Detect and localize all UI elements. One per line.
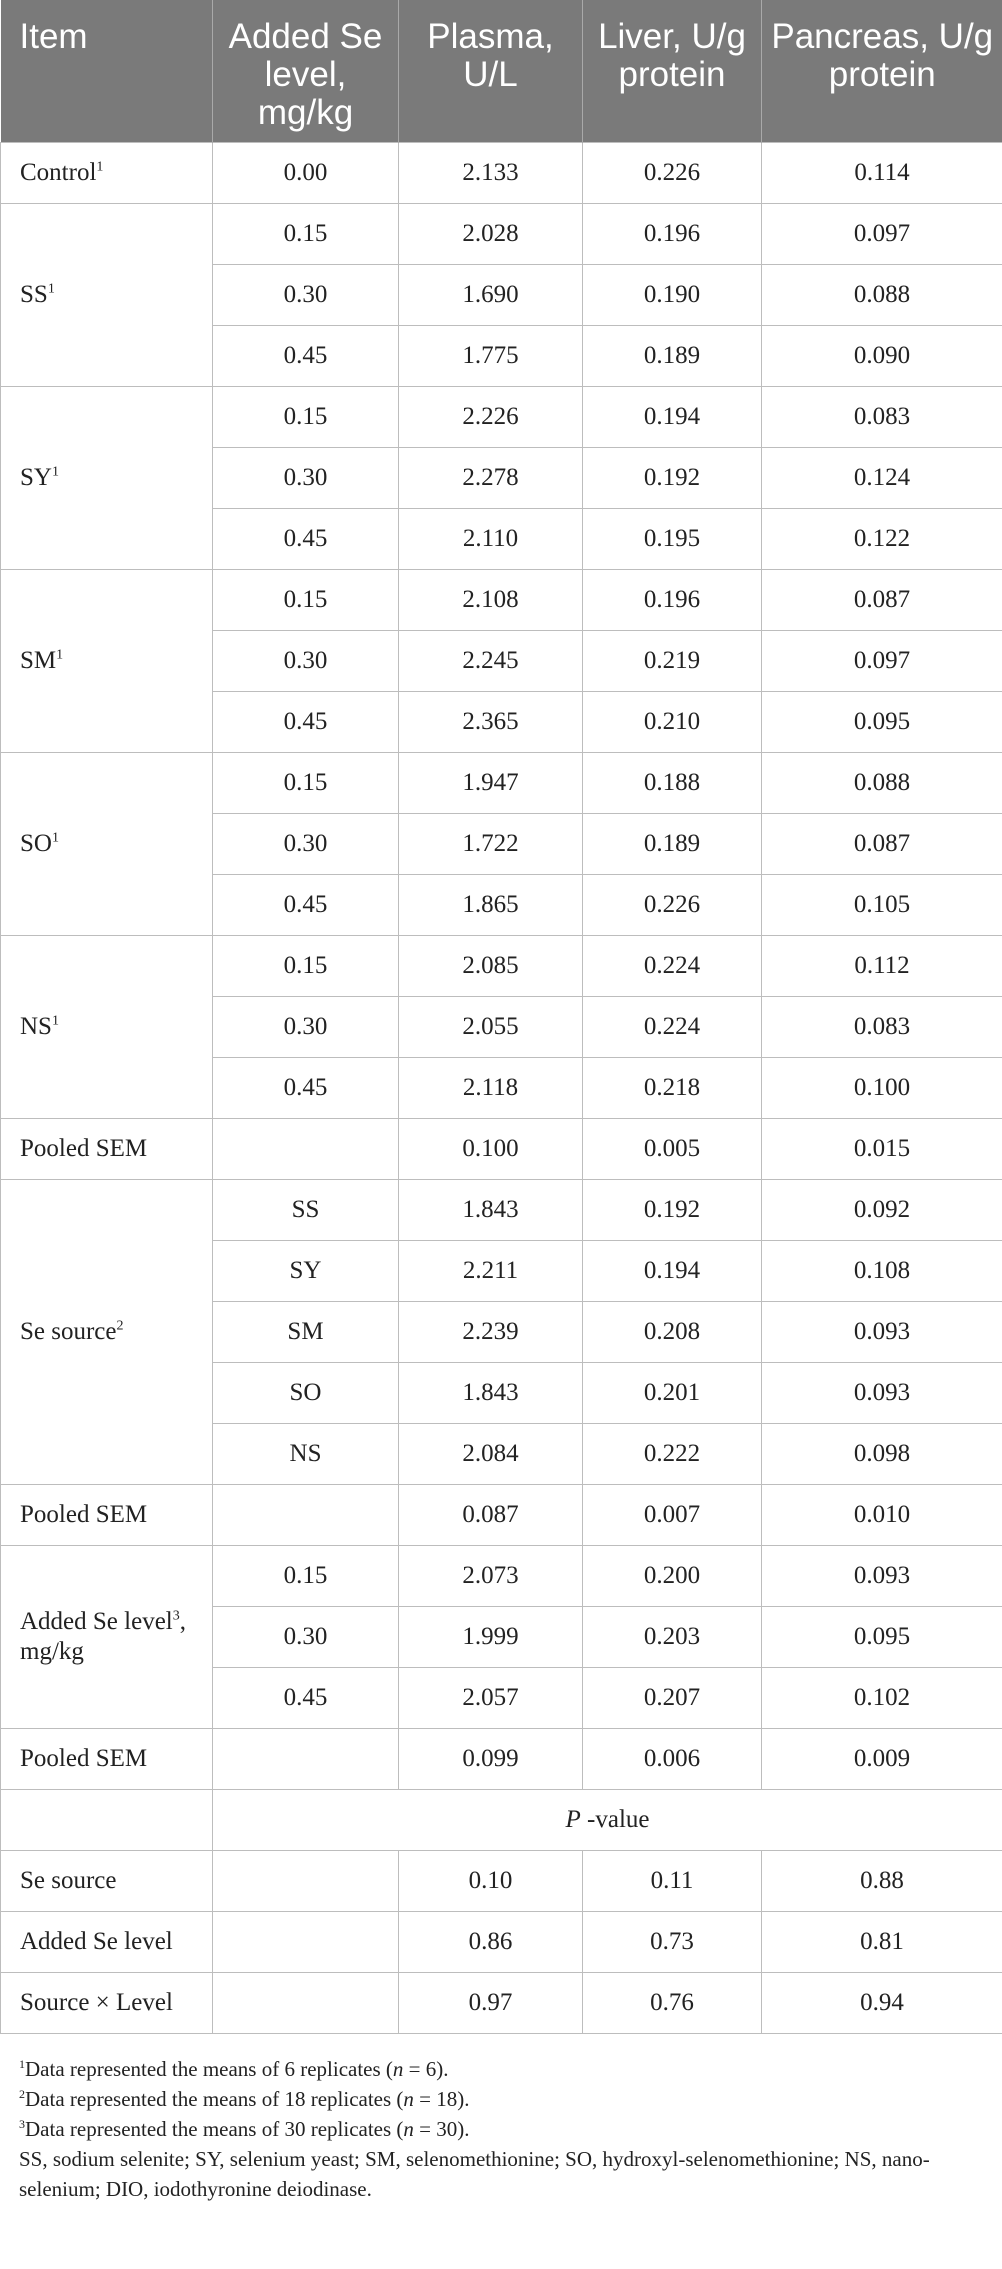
cell-plasma: 2.133 [399,143,583,204]
header-liver: Liver, U/g protein [583,0,762,143]
group-name: SO [20,830,52,857]
cell-pancreas: 0.090 [762,326,1002,387]
cell-liver: 0.196 [583,204,762,265]
footnote-marker: 1 [51,464,59,480]
cell-level: 0.30 [213,631,399,692]
table-row [1,1912,1002,1973]
cell-pancreas: 0.092 [762,1180,1002,1241]
cell-pancreas: 0.088 [762,753,1002,814]
table-header [1,0,1002,143]
cell-pancreas: 0.093 [762,1363,1002,1424]
cell-plasma: 2.108 [399,570,583,631]
row-label: Added Se level [1,1912,213,1973]
cell-plasma: 0.087 [399,1485,583,1546]
cell-liver: 0.005 [583,1119,762,1180]
footnote-marker: 3 [19,2117,25,2131]
empty-cell [1,1790,213,1851]
cell-level [213,1485,399,1546]
cell-plasma: 2.118 [399,1058,583,1119]
cell-level: 0.15 [213,1546,399,1607]
footnote-marker: 3 [172,1608,180,1624]
cell-liver: 0.218 [583,1058,762,1119]
cell-plasma: 2.028 [399,204,583,265]
cell-plasma: 1.722 [399,814,583,875]
footnote [19,2054,989,2084]
table-footnotes [19,2054,989,2204]
cell-pancreas: 0.093 [762,1546,1002,1607]
footnote-marker: 1 [96,159,104,175]
row-label: Pooled SEM [1,1485,213,1546]
row-label [1,387,213,570]
abbreviations-note: SS, sodium selenite; SY, selenium yeast; SM, selenomethionine; SO, hydroxyl-selenomethionine; NS, nano-selenium; DIO, iodothyronine deiodinase. [19,2147,930,2201]
cell-pancreas: 0.097 [762,631,1002,692]
pvalue-header-row [1,1790,1002,1851]
cell-level: 0.45 [213,875,399,936]
cell-plasma: 0.86 [399,1912,583,1973]
cell-liver: 0.11 [583,1851,762,1912]
header-item: Item [1,0,213,143]
footnote-marker: 2 [19,2087,25,2101]
cell-liver: 0.194 [583,387,762,448]
row-label: Se source [1,1851,213,1912]
table-row [1,1546,1002,1607]
cell-plasma: 2.085 [399,936,583,997]
cell-liver: 0.200 [583,1546,762,1607]
cell-plasma: 2.055 [399,997,583,1058]
cell-pancreas: 0.083 [762,997,1002,1058]
table-row [1,387,1002,448]
cell-pancreas: 0.093 [762,1302,1002,1363]
cell-liver: 0.224 [583,936,762,997]
cell-liver: 0.76 [583,1973,762,2034]
cell-liver: 0.007 [583,1485,762,1546]
cell-plasma: 2.057 [399,1668,583,1729]
table-row [1,1973,1002,2034]
cell-liver: 0.201 [583,1363,762,1424]
cell-pancreas: 0.097 [762,204,1002,265]
cell-level [213,1912,399,1973]
footnote-marker: 1 [56,647,64,663]
pvalue-header [213,1790,1002,1851]
cell-pancreas: 0.083 [762,387,1002,448]
table-row [1,936,1002,997]
cell-level: 0.30 [213,814,399,875]
cell-plasma: 1.775 [399,326,583,387]
cell-level: 0.15 [213,570,399,631]
group-name: Control [20,159,97,186]
row-label [1,204,213,387]
cell-plasma: 1.843 [399,1363,583,1424]
cell-plasma: 0.100 [399,1119,583,1180]
footnote-var: n [392,2057,404,2081]
cell-level: 0.45 [213,692,399,753]
footnote-text: = 30). [413,2117,470,2141]
cell-liver: 0.189 [583,326,762,387]
cell-liver: 0.195 [583,509,762,570]
cell-level [213,1729,399,1790]
cell-pancreas: 0.098 [762,1424,1002,1485]
footnote [19,2114,989,2144]
cell-level: 0.45 [213,1668,399,1729]
cell-pancreas: 0.112 [762,936,1002,997]
cell-plasma: 1.690 [399,265,583,326]
cell-liver: 0.192 [583,1180,762,1241]
cell-pancreas: 0.124 [762,448,1002,509]
row-label: Source × Level [1,1973,213,2034]
cell-plasma: 1.865 [399,875,583,936]
header-row [1,0,1002,143]
table-row [1,570,1002,631]
cell-plasma: 2.226 [399,387,583,448]
cell-level: 0.15 [213,204,399,265]
cell-liver: 0.194 [583,1241,762,1302]
row-label: Pooled SEM [1,1119,213,1180]
table-row [1,753,1002,814]
cell-liver: 0.188 [583,753,762,814]
group-name-unit: , mg/kg [20,1608,186,1665]
cell-level: 0.30 [213,997,399,1058]
cell-liver: 0.73 [583,1912,762,1973]
cell-plasma: 1.843 [399,1180,583,1241]
cell-pancreas: 0.102 [762,1668,1002,1729]
cell-plasma: 0.10 [399,1851,583,1912]
cell-liver: 0.222 [583,1424,762,1485]
cell-level: SS [213,1180,399,1241]
cell-plasma: 1.947 [399,753,583,814]
row-label: Pooled SEM [1,1729,213,1790]
cell-pancreas: 0.88 [762,1851,1002,1912]
footnote-marker: 2 [116,1318,124,1334]
header-pancreas: Pancreas, U/g protein [762,0,1002,143]
cell-pancreas: 0.81 [762,1912,1002,1973]
footnote-marker: 1 [19,2057,25,2071]
cell-plasma: 2.245 [399,631,583,692]
footnote-text: Data represented the means of 6 replicates ( [25,2057,393,2081]
cell-pancreas: 0.095 [762,692,1002,753]
group-name: SY [20,464,52,491]
row-label [1,753,213,936]
table-row [1,1119,1002,1180]
cell-level [213,1851,399,1912]
cell-liver: 0.196 [583,570,762,631]
cell-level: 0.30 [213,448,399,509]
cell-liver: 0.226 [583,875,762,936]
table-row [1,143,1002,204]
footnote-text: = 18). [413,2087,470,2111]
footnote-text: Data represented the means of 18 replicates ( [25,2087,404,2111]
row-label [1,1180,213,1485]
header-level: Added Se level, mg/kg [213,0,399,143]
cell-level: 0.45 [213,509,399,570]
cell-pancreas: 0.087 [762,570,1002,631]
footnote-var: n [403,2117,414,2141]
cell-pancreas: 0.100 [762,1058,1002,1119]
cell-level: 0.30 [213,1607,399,1668]
footnote-marker: 1 [47,281,55,297]
cell-plasma: 2.365 [399,692,583,753]
cell-level: SM [213,1302,399,1363]
row-label [1,570,213,753]
group-name: Added Se level [20,1608,173,1635]
cell-pancreas: 0.94 [762,1973,1002,2034]
cell-level: SY [213,1241,399,1302]
cell-plasma: 2.084 [399,1424,583,1485]
cell-pancreas: 0.088 [762,265,1002,326]
cell-plasma: 2.239 [399,1302,583,1363]
table-row [1,1729,1002,1790]
cell-plasma: 1.999 [399,1607,583,1668]
cell-level: NS [213,1424,399,1485]
cell-pancreas: 0.087 [762,814,1002,875]
cell-liver: 0.208 [583,1302,762,1363]
cell-pancreas: 0.105 [762,875,1002,936]
table-row [1,1180,1002,1241]
group-name: SM [20,647,57,674]
cell-pancreas: 0.108 [762,1241,1002,1302]
cell-liver: 0.006 [583,1729,762,1790]
cell-level: 0.00 [213,143,399,204]
group-name: NS [20,1013,52,1040]
cell-plasma: 0.97 [399,1973,583,2034]
cell-liver: 0.203 [583,1607,762,1668]
cell-pancreas: 0.122 [762,509,1002,570]
cell-level: 0.15 [213,387,399,448]
group-name: SS [20,281,48,308]
cell-liver: 0.189 [583,814,762,875]
cell-pancreas: 0.015 [762,1119,1002,1180]
table-row [1,1851,1002,1912]
footnote-text: Data represented the means of 30 replicates ( [25,2117,404,2141]
cell-level [213,1973,399,2034]
cell-plasma: 2.110 [399,509,583,570]
cell-level: 0.45 [213,1058,399,1119]
cell-plasma: 2.211 [399,1241,583,1302]
footnote-marker: 1 [51,1013,59,1029]
cell-liver: 0.226 [583,143,762,204]
cell-pancreas: 0.009 [762,1729,1002,1790]
cell-liver: 0.190 [583,265,762,326]
row-label [1,1546,213,1729]
cell-liver: 0.192 [583,448,762,509]
cell-pancreas: 0.095 [762,1607,1002,1668]
cell-plasma: 2.073 [399,1546,583,1607]
table-body [1,143,1002,2034]
row-label [1,143,213,204]
cell-liver: 0.207 [583,1668,762,1729]
cell-level: 0.15 [213,753,399,814]
cell-plasma: 0.099 [399,1729,583,1790]
cell-level: 0.45 [213,326,399,387]
table-row [1,204,1002,265]
cell-level: SO [213,1363,399,1424]
cell-liver: 0.224 [583,997,762,1058]
cell-pancreas: 0.010 [762,1485,1002,1546]
footnote-text: = 6). [403,2057,449,2081]
group-name: Se source [20,1318,117,1345]
table-row [1,1485,1002,1546]
footnote-marker: 1 [51,830,59,846]
cell-level [213,1119,399,1180]
cell-plasma: 2.278 [399,448,583,509]
footnote [19,2084,989,2114]
header-plasma: Plasma, U/L [399,0,583,143]
cell-liver: 0.210 [583,692,762,753]
cell-liver: 0.219 [583,631,762,692]
cell-pancreas: 0.114 [762,143,1002,204]
p-symbol: P [565,1806,581,1833]
cell-level: 0.30 [213,265,399,326]
cell-level: 0.15 [213,936,399,997]
row-label [1,936,213,1119]
footnote-var: n [403,2087,414,2111]
pvalue-label: -value [580,1806,650,1833]
